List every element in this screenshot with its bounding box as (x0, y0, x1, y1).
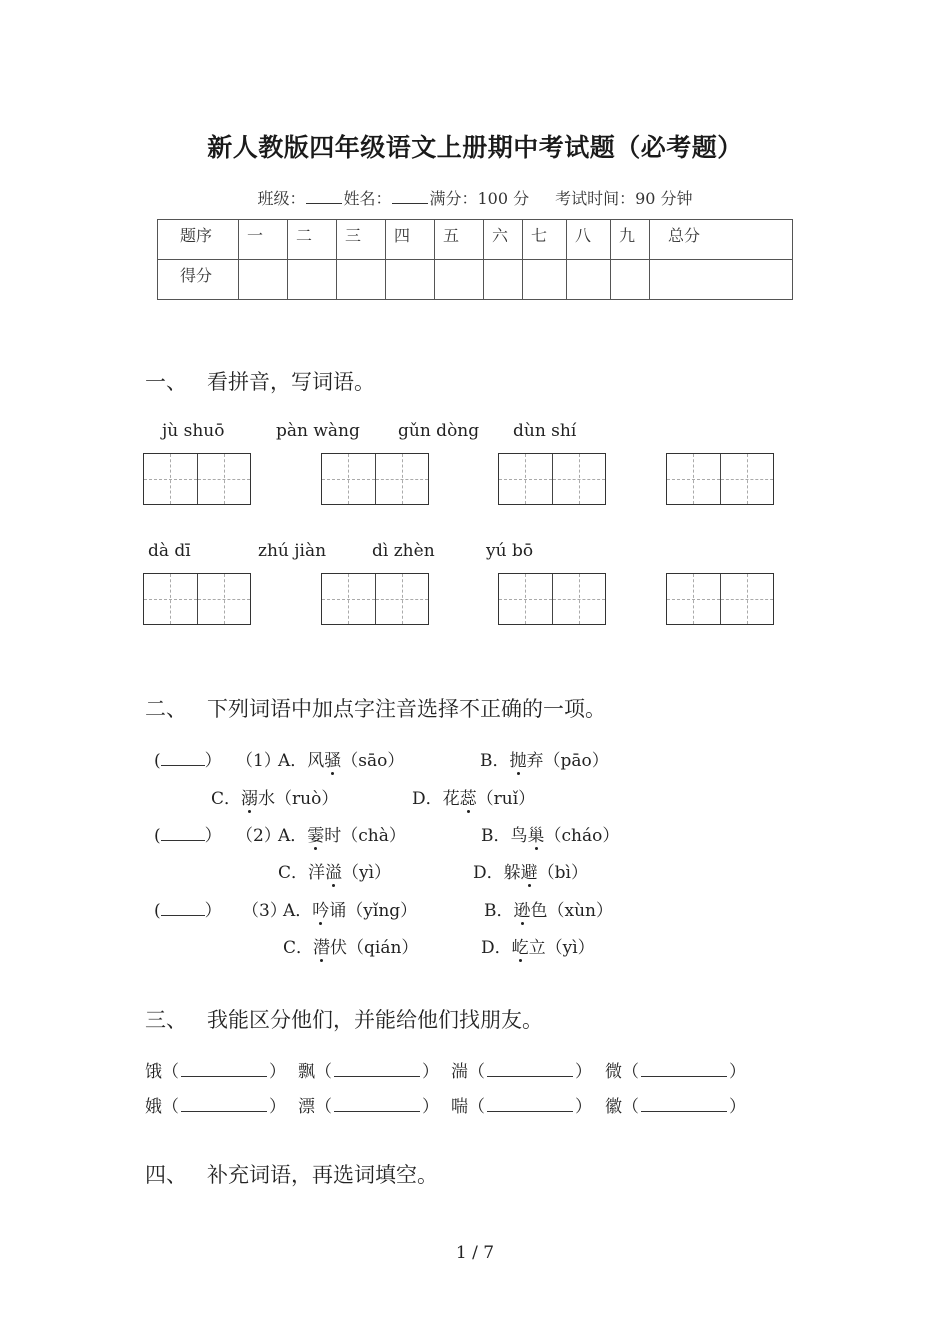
score-cell[interactable] (386, 260, 435, 300)
dotted-char: 骚 (324, 746, 341, 771)
grid-cell[interactable] (375, 574, 429, 624)
score-cell[interactable] (650, 260, 793, 300)
pinyin: dì zhèn (372, 541, 435, 561)
option-c: C．洋溢（yì） (278, 858, 391, 883)
char-pair[interactable]: 徽（ ） (605, 1097, 746, 1117)
name-blank[interactable] (392, 189, 428, 204)
grid-cell[interactable] (322, 454, 375, 504)
dotted-char: 吟 (312, 896, 329, 921)
writing-grid[interactable] (321, 453, 429, 505)
grid-cell[interactable] (667, 454, 720, 504)
dotted-char: 逊 (514, 896, 531, 921)
page-title: 新人教版四年级语文上册期中考试题（必考题） (207, 133, 743, 162)
dotted-char: 屹 (512, 933, 529, 958)
score-header-cell: 三 (337, 220, 386, 260)
option-d: D．躲避（bì） (473, 858, 588, 883)
section-number: 四、 (145, 1163, 187, 1187)
dotted-char: 巢 (528, 821, 545, 846)
section-title: 下列词语中加点字注音选择不正确的一项。 (207, 697, 606, 721)
option-a: A．风骚（sāo） (278, 746, 404, 771)
grid-cell[interactable] (552, 574, 606, 624)
section-2-heading (145, 693, 606, 723)
char-pair[interactable]: 饿（ ） (145, 1062, 286, 1082)
char-pair[interactable]: 漂（ ） (298, 1097, 439, 1117)
exam-info (0, 186, 950, 209)
score-header-row (158, 220, 793, 260)
option-b: B．鸟巢（cháo） (481, 821, 619, 846)
option-a: A．霎时（chà） (278, 821, 406, 846)
fill-blank[interactable] (487, 1061, 573, 1077)
writing-grid[interactable] (498, 573, 606, 625)
option-b: B．抛弃（pāo） (480, 746, 609, 771)
score-cell[interactable] (611, 260, 650, 300)
fill-blank[interactable] (181, 1096, 267, 1112)
fill-blank[interactable] (334, 1096, 420, 1112)
pinyin: jù shuō (162, 421, 225, 441)
writing-grid[interactable] (498, 453, 606, 505)
score-header-cell: 题序 (158, 220, 239, 260)
score-header-cell: 五 (435, 220, 484, 260)
class-blank[interactable] (306, 189, 342, 204)
writing-grid[interactable] (321, 573, 429, 625)
score-cell[interactable] (239, 260, 288, 300)
score-header-cell: 九 (611, 220, 650, 260)
pinyin: pàn wàng (276, 421, 360, 441)
grid-cell[interactable] (197, 454, 251, 504)
answer-blank[interactable] (161, 900, 205, 916)
score-header-cell: 二 (288, 220, 337, 260)
section-number: 三、 (145, 1008, 187, 1032)
char-pair[interactable]: 湍（ ） (451, 1062, 592, 1082)
grid-cell[interactable] (197, 574, 251, 624)
pinyin: dùn shí (513, 421, 577, 441)
dotted-char: 潜 (313, 933, 330, 958)
fill-blank[interactable] (181, 1061, 267, 1077)
exam-time: 考试时间：90 分钟 (555, 189, 693, 208)
section-title: 我能区分他们，并能给他们找朋友。 (207, 1008, 543, 1032)
section-4-heading (145, 1159, 438, 1189)
question-number: （1） (236, 751, 281, 771)
fill-blank[interactable] (334, 1061, 420, 1077)
score-row-label: 得分 (158, 260, 239, 300)
score-cell[interactable] (523, 260, 567, 300)
question-number: （3） (242, 901, 287, 921)
pinyin: gǔn dòng (398, 421, 480, 441)
answer-slot[interactable]: ( ） (154, 901, 222, 921)
fill-blank[interactable] (641, 1061, 727, 1077)
score-cell[interactable] (484, 260, 523, 300)
grid-cell[interactable] (144, 454, 197, 504)
pinyin: zhú jiàn (258, 541, 327, 561)
grid-cell[interactable] (375, 454, 429, 504)
grid-cell[interactable] (499, 454, 552, 504)
dotted-char: 避 (521, 858, 538, 883)
writing-grid[interactable] (666, 453, 774, 505)
char-pair[interactable]: 喘（ ） (451, 1097, 592, 1117)
writing-grid[interactable] (143, 573, 251, 625)
grid-cell[interactable] (720, 454, 774, 504)
grid-cell[interactable] (720, 574, 774, 624)
score-cell[interactable] (288, 260, 337, 300)
score-header-cell: 四 (386, 220, 435, 260)
answer-blank[interactable] (161, 825, 205, 841)
writing-grid[interactable] (143, 453, 251, 505)
dotted-char: 溢 (325, 858, 342, 883)
fill-blank[interactable] (641, 1096, 727, 1112)
page-number: 1 / 7 (455, 1243, 495, 1263)
score-header-cell: 一 (239, 220, 288, 260)
option-a: A．吟诵（yǐng） (283, 896, 417, 921)
dotted-char: 霎 (307, 821, 324, 846)
option-c: C．溺水（ruò） (211, 784, 338, 809)
grid-cell[interactable] (144, 574, 197, 624)
answer-slot[interactable]: ( ） (154, 826, 222, 846)
score-cell[interactable] (337, 260, 386, 300)
writing-grid[interactable] (666, 573, 774, 625)
pinyin: yú bō (486, 541, 534, 561)
dotted-char: 溺 (241, 784, 258, 809)
dotted-char: 蕊 (460, 784, 477, 809)
grid-cell[interactable] (322, 574, 375, 624)
section-number: 一、 (145, 370, 187, 394)
score-header-cell: 八 (567, 220, 611, 260)
char-pair[interactable]: 飘（ ） (298, 1062, 439, 1082)
score-cell[interactable] (435, 260, 484, 300)
fill-blank[interactable] (487, 1096, 573, 1112)
section-title: 补充词语，再选词填空。 (207, 1163, 438, 1187)
option-c: C．潜伏（qián） (283, 933, 418, 958)
score-header-cell: 七 (523, 220, 567, 260)
section-3-heading (145, 1004, 543, 1034)
full-score: 满分：100 分 (429, 189, 530, 208)
option-b: B．逊色（xùn） (484, 896, 613, 921)
class-label: 班级： (257, 189, 306, 208)
score-table (157, 219, 793, 300)
pinyin: dà dī (148, 541, 191, 561)
dotted-char: 抛 (510, 746, 527, 771)
grid-cell[interactable] (499, 574, 552, 624)
score-value-row (158, 260, 793, 300)
section-1-heading (145, 366, 375, 396)
char-pair[interactable]: 微（ ） (605, 1062, 746, 1082)
option-d: D．花蕊（ruǐ） (412, 784, 535, 809)
char-pair[interactable]: 娥（ ） (145, 1097, 286, 1117)
option-d: D．屹立（yì） (481, 933, 595, 958)
question-number: （2） (236, 826, 281, 846)
answer-slot[interactable]: ( ） (154, 751, 222, 771)
section-title: 看拼音，写词语。 (207, 370, 375, 394)
name-label: 姓名： (343, 189, 392, 208)
score-cell[interactable] (567, 260, 611, 300)
grid-cell[interactable] (552, 454, 606, 504)
section-number: 二、 (145, 697, 187, 721)
score-header-cell: 总分 (650, 220, 793, 260)
score-header-cell: 六 (484, 220, 523, 260)
grid-cell[interactable] (667, 574, 720, 624)
answer-blank[interactable] (161, 750, 205, 766)
